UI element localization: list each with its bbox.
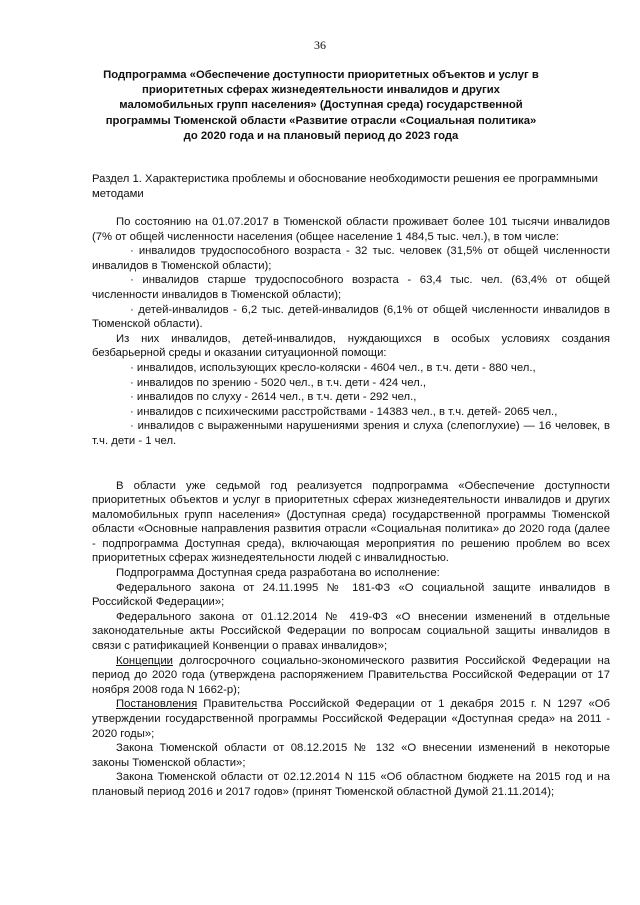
list-item: · инвалидов по слуху - 2614 чел., в т.ч. дети - 292 чел.,	[130, 391, 417, 404]
paragraph: Закона Тюменской области от 08.12.2015 № 132 «О внесении изменений в некоторые законы Тюменской области»;	[92, 742, 610, 769]
list-item: · инвалидов трудоспособного возраста - 32 тыс. человек (31,5% от общей численности инвалидов в Тюменской области);	[92, 245, 610, 272]
paragraph: Закона Тюменской области от 02.12.2014 N 115 «Об областном бюджете на 2015 год и на плановый период 2016 и 2017 годов» (принят Тюменской областной Думой 21.11.2014);	[92, 771, 610, 798]
list-item: · инвалидов с психическими расстройствами - 14383 чел., в т.ч. детей- 2065 чел.,	[130, 405, 558, 418]
section-heading: Раздел 1. Характеристика проблемы и обоснование необходимости решения ее программными методами	[92, 173, 598, 200]
link-resolution[interactable]: Постановления	[116, 698, 198, 711]
spacer	[92, 449, 610, 479]
document-title: Подпрограмма «Обеспечение доступности приоритетных объектов и услуг в приоритетных сферах жизнедеятельности инвалидов и других маломобильных групп населения» (Доступная среда) государственной программы Тюменской области «Развитие отрасли «Социальная политика» до 2020 года и на плановый период до 2023 года	[103, 69, 539, 142]
list-item: · детей-инвалидов - 6,2 тыс. детей-инвалидов (6,1% от общей численности инвалидов в Тюменской области).	[92, 303, 610, 331]
paragraph	[92, 654, 610, 698]
paragraph: Федерального закона от 24.11.1995 № 181-ФЗ «О социальной защите инвалидов в Российской Федерации»;	[92, 581, 610, 609]
document-body	[92, 215, 610, 800]
list-item: · инвалидов по зрению - 5020 чел., в т.ч. дети - 424 чел.,	[130, 376, 426, 389]
list-item: · инвалидов, использующих кресло-коляски - 4604 чел., в т.ч. дети - 880 чел.,	[130, 361, 536, 374]
paragraph	[92, 697, 610, 741]
paragraph: Подпрограмма Доступная среда разработана во исполнение:	[116, 567, 440, 580]
paragraph-text: Правительства Российской Федерации от 1 декабря 2015 г. N 1297 «Об утверждении государственной программы Российской Федерации «Доступная среда» на 2011 - 2020 годы»;	[92, 698, 610, 740]
paragraph: Из них инвалидов, детей-инвалидов, нуждающихся в особых условиях создания безбарьерной среды и оказании ситуационной помощи:	[92, 332, 610, 360]
list-item: · инвалидов старше трудоспособного возраста - 63,4 тыс. чел. (63,4% от общей численности инвалидов в Тюменской области);	[92, 274, 610, 301]
page-number: 36	[314, 38, 326, 52]
link-concept[interactable]: Концепции	[116, 654, 173, 667]
paragraph: Федерального закона от 01.12.2014 № 419-ФЗ «О внесении изменений в отдельные законодательные акты Российской Федерации по вопросам социальной защиты инвалидов в связи с ратификацией Конвенции о правах инвалидов»;	[92, 610, 610, 653]
paragraph: По состоянию на 01.07.2017 в Тюменской области проживает более 101 тысячи инвалидов (7% от общей численности населения (общее население 1 484,5 тыс. чел.), в том числе:	[92, 216, 610, 243]
paragraph: В области уже седьмой год реализуется подпрограмма «Обеспечение доступности приоритетных объектов и услуг в приоритетных сферах жизнедеятельности инвалидов и других маломобильных групп населения» (Доступная среда) государственной программы Тюменской области «Основные направления развития отрасли «Социальная политика» до 2020 года (далее - подпрограмма Доступная среда), включающая мероприятия по решению проблем во всех приоритетных сферах жизнедеятельности людей с инвалидностью.	[92, 479, 610, 565]
paragraph-text: долгосрочного социально-экономического развития Российской Федерации на период до 2020 года (утверждена распоряжением Правительства Российской Федерации от 17 ноября 2008 года N 1662-р);	[92, 654, 610, 696]
list-item: · инвалидов с выраженными нарушениями зрения и слуха (слепоглухие) — 16 человек, в т.ч. дети - 1 чел.	[92, 420, 610, 447]
